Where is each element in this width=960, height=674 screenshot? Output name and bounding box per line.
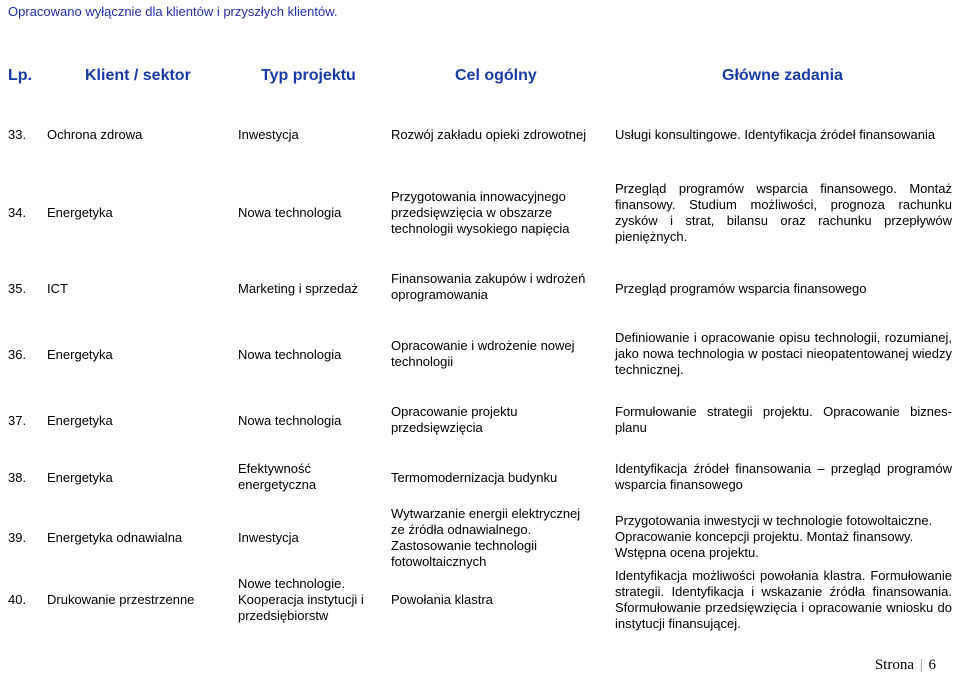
row-goal: Przygotowania innowacyjnego przedsięwzięcia w obszarze technologii wysokiego napięcia xyxy=(391,189,570,236)
row-goal: Rozwój zakładu opieki zdrowotnej xyxy=(391,127,587,142)
footer-separator: | xyxy=(919,657,923,673)
header-goal: Cel ogólny xyxy=(455,67,537,84)
row-goal: Powołania klastra xyxy=(391,592,493,607)
row-tasks: Identyfikacja możliwości powołania klastra. Formułowanie strategii. Identyfikacja i wskazanie źródła finansowania. Sformułowanie przedsięwzięcia i opracowanie wniosku do instytucji finansującej. xyxy=(615,568,952,631)
row-lp: 40. xyxy=(8,592,27,607)
row-tasks: Przegląd programów wsparcia finansowego. Montaż finansowy. Studium możliwości, prognoza rachunku zysków i strat, bilansu oraz rachunku przepływów pieniężnych. xyxy=(615,181,952,244)
row-lp: 34. xyxy=(8,205,27,220)
header-type: Typ projektu xyxy=(261,67,356,84)
header-tasks: Główne zadania xyxy=(722,67,843,84)
row-lp: 36. xyxy=(8,347,27,362)
row-tasks: Przygotowania inwestycji w technologie fotowoltaiczne. Opracowanie koncepcji projektu. Montaż finansowy. Wstępna ocena projektu. xyxy=(615,513,933,560)
row-client: Energetyka odnawialna xyxy=(47,530,183,545)
row-type: Efektywność energetyczna xyxy=(238,461,317,492)
row-goal: Opracowanie projektu przedsięwzięcia xyxy=(391,404,518,435)
row-client: Energetyka xyxy=(47,347,113,362)
row-client: ICT xyxy=(47,281,68,296)
row-type: Nowa technologia xyxy=(238,413,342,428)
row-client: Drukowanie przestrzenne xyxy=(47,592,195,607)
page-number: 6 xyxy=(928,657,936,673)
row-tasks: Definiowanie i opracowanie opisu technologii, rozumianej, jako nowa technologia w postaci nieopatentowanej wiedzy technicznej. xyxy=(615,330,952,377)
row-goal: Termomodernizacja budynku xyxy=(391,470,558,485)
row-tasks: Usługi konsultingowe. Identyfikacja źródeł finansowania xyxy=(615,127,936,142)
row-client: Energetyka xyxy=(47,413,113,428)
row-lp: 35. xyxy=(8,281,27,296)
table-header xyxy=(0,67,960,89)
row-type: Nowe technologie. Kooperacja instytucji i przedsiębiorstw xyxy=(238,576,364,623)
header-client: Klient / sektor xyxy=(85,67,191,84)
row-lp: 37. xyxy=(8,413,27,428)
row-client: Energetyka xyxy=(47,470,113,485)
page-footer xyxy=(875,657,936,674)
row-type: Inwestycja xyxy=(238,530,299,545)
row-type: Marketing i sprzedaż xyxy=(238,281,358,296)
row-tasks: Identyfikacja źródeł finansowania – przegląd programów wsparcia finansowego xyxy=(615,461,952,492)
row-type: Inwestycja xyxy=(238,127,299,142)
row-goal: Wytwarzanie energii elektrycznej ze źródła odnawialnego. Zastosowanie technologii fotowoltaicznych xyxy=(391,506,581,569)
row-type: Nowa technologia xyxy=(238,205,342,220)
top-note: Opracowano wyłącznie dla klientów i przyszłych klientów. xyxy=(8,4,338,19)
row-type: Nowa technologia xyxy=(238,347,342,362)
row-lp: 33. xyxy=(8,127,27,142)
row-goal: Opracowanie i wdrożenie nowej technologii xyxy=(391,338,575,369)
row-goal: Finansowania zakupów i wdrożeń oprogramowania xyxy=(391,271,586,302)
row-client: Energetyka xyxy=(47,205,113,220)
row-lp: 38. xyxy=(8,470,27,485)
footer-label: Strona xyxy=(874,657,914,673)
header-lp: Lp. xyxy=(8,67,32,84)
row-lp: 39. xyxy=(8,530,27,545)
row-tasks: Formułowanie strategii projektu. Opracowanie biznes-planu xyxy=(615,404,952,435)
row-client: Ochrona zdrowa xyxy=(47,127,143,142)
row-tasks: Przegląd programów wsparcia finansowego xyxy=(615,281,867,296)
